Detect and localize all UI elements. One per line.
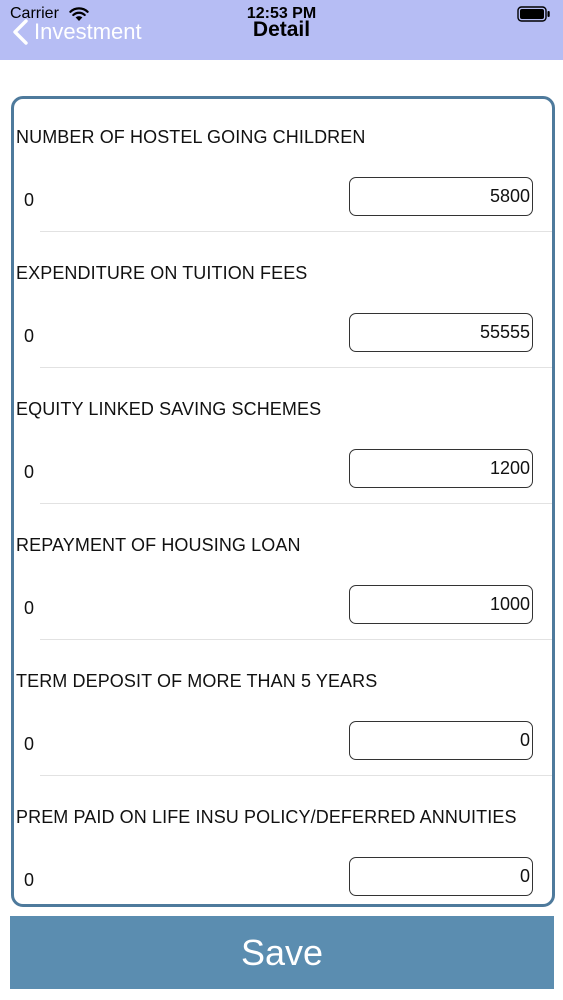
hostel-children-input[interactable] (349, 177, 533, 216)
form-row-life-insurance-premium (14, 779, 552, 907)
row-value: 0 (24, 598, 35, 618)
row-divider (40, 231, 552, 232)
carrier-label: Carrier (10, 5, 59, 22)
row-label: NUMBER OF HOSTEL GOING CHILDREN (16, 127, 366, 147)
equity-linked-saving-input[interactable] (349, 449, 533, 488)
page-title: Detail (252, 18, 311, 41)
form-row-housing-loan (14, 507, 552, 643)
form-row-term-deposit (14, 643, 552, 779)
navigation-bar (0, 0, 563, 60)
status-time: 12:53 PM (246, 5, 317, 22)
row-divider (40, 503, 552, 504)
term-deposit-input[interactable] (349, 721, 533, 760)
row-divider (40, 639, 552, 640)
row-label: EXPENDITURE ON TUITION FEES (16, 263, 308, 283)
row-divider (40, 367, 552, 368)
form-row-hostel-children (14, 99, 552, 235)
tuition-fees-input[interactable] (349, 313, 533, 352)
investment-form (11, 96, 555, 907)
life-insurance-premium-input[interactable] (349, 857, 533, 896)
row-label: REPAYMENT OF HOUSING LOAN (16, 535, 301, 555)
row-divider (40, 775, 552, 776)
row-label: EQUITY LINKED SAVING SCHEMES (16, 399, 322, 419)
row-value: 0 (24, 462, 35, 482)
form-row-tuition-fees (14, 235, 552, 371)
row-value: 0 (24, 870, 35, 890)
row-value: 0 (24, 190, 35, 210)
form-row-equity-linked-saving (14, 371, 552, 507)
back-button-label: Investment (34, 19, 142, 44)
housing-loan-input[interactable] (349, 585, 533, 624)
row-value: 0 (24, 326, 35, 346)
row-value: 0 (24, 734, 35, 754)
save-button[interactable]: Save (10, 916, 554, 989)
row-label: PREM PAID ON LIFE INSU POLICY/DEFERRED ANNUITIES (16, 807, 517, 827)
row-label: TERM DEPOSIT OF MORE THAN 5 YEARS (16, 671, 378, 691)
